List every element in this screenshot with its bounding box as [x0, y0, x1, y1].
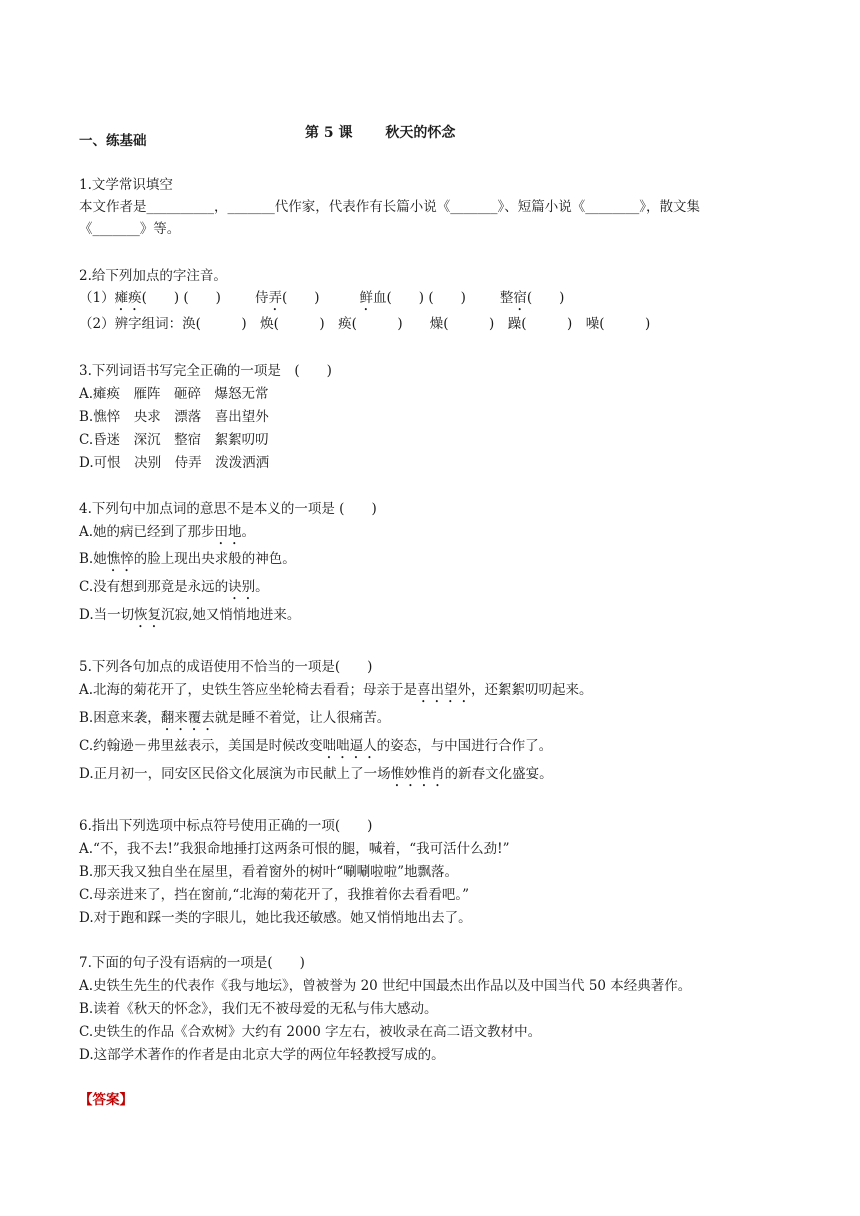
q2-word-2b: 弄 — [268, 290, 282, 306]
q6-option-d: D.对于跑和踩一类的字眼儿，她比我还敏感。她又悄悄地出去了。 — [79, 910, 472, 926]
q5-option-c: C.约翰逊－弗里兹表示，美国是时候改变咄咄逼人的姿态，与中国进行合作了。 — [79, 738, 553, 754]
q3-option-b: B.憔悴 央求 漂落 喜出望外 — [79, 409, 269, 425]
q7-option-a: A.史铁生先生的代表作《我与地坛》，曾被誉为 20 世纪中国最杰出作品以及中国当代 50 本经典著作。 — [79, 978, 692, 994]
q5-heading: 5.下列各句加点的成语使用不恰当的一项是( ) — [79, 659, 373, 675]
q1-line2: 《_______》等。 — [79, 221, 181, 237]
q3-option-d: D.可恨 决别 侍弄 泼泼洒洒 — [79, 455, 270, 471]
q2-row1-prefix: （1） — [79, 290, 115, 306]
q6-option-c: C.母亲进来了，挡在窗前,“北海的菊花开了，我推着你去看看吧。” — [79, 887, 469, 903]
q5-option-b: B.困意来袭，翻来覆去就是睡不着觉，让人很痛苦。 — [79, 710, 391, 726]
q3-option-c: C.昏迷 深沉 整宿 絮絮叨叨 — [79, 432, 269, 448]
q2-word-1: 瘫痪 — [114, 290, 142, 306]
q4-option-b: B.她憔悴的脸上现出央求般的神色。 — [79, 551, 296, 567]
answer-label: 【答案】 — [79, 1092, 133, 1108]
q6-heading: 6.指出下列选项中标点符号使用正确的一项( ) — [79, 818, 373, 834]
section-heading: 一、练基础 — [79, 133, 147, 149]
q3-option-a: A.瘫痪 雁阵 砸碎 爆怒无常 — [79, 386, 269, 402]
q7-heading: 7.下面的句子没有语病的一项是( ) — [79, 955, 305, 971]
q2-word-4a: 整 — [499, 290, 514, 306]
q2-word-3b: 血 — [373, 290, 387, 306]
q4-option-a: A.她的病已经到了那步田地。 — [79, 524, 256, 540]
q6-option-b: B.那天我又独自坐在屋里，看着窗外的树叶“唰唰啦啦”地飘落。 — [79, 864, 459, 880]
q4-option-d: D.当一切恢复沉寂,她又悄悄地进来。 — [79, 607, 301, 623]
q1-heading: 1.文学常识填空 — [79, 177, 173, 193]
q7-option-d: D.这部学术著作的作者是由北京大学的两位年轻教授写成的。 — [79, 1047, 445, 1063]
q2-blank-2: ( ) — [281, 290, 320, 306]
q5-option-d: D.正月初一，同安区民俗文化展演为市民献上了一场惟妙惟肖的新春文化盛宴。 — [79, 766, 553, 782]
q2-word-3a: 鲜 — [359, 290, 373, 306]
q6-option-a: A.“不，我不去!”我狠命地捶打这两条可恨的腿，喊着，“我可活什么劲!” — [79, 841, 510, 857]
q2-word-4b: 宿 — [513, 290, 527, 306]
q2-heading: 2.给下列加点的字注音。 — [79, 268, 227, 284]
q2-row2: （2）辨字组词：涣( ) 焕( ) 痪( ) 燥( ) 躁( ) 噪( ) — [79, 316, 651, 332]
q7-option-b: B.读着《秋天的怀念》，我们无不被母爱的无私与伟大感动。 — [79, 1001, 438, 1017]
lesson-title-text: 第 5 课 秋天的怀念 — [305, 125, 456, 141]
q2-row1 — [79, 289, 564, 314]
q4-heading: 4.下列句中加点词的意思不是本义的一项是 ( ) — [79, 501, 377, 517]
q7-option-c: C.史铁生的作品《合欢树》大约有 2000 字左右，被收录在高二语文教材中。 — [79, 1024, 542, 1040]
q5-option-a: A.北海的菊花开了，史铁生答应坐轮椅去看看；母亲于是喜出望外，还絮絮叨叨起来。 — [79, 682, 593, 698]
q2-blank-4: ( ) — [526, 290, 565, 306]
q1-line1: 本文作者是__________，_______代作家，代表作有长篇小说《_______》、短篇小说《________》，散文集 — [79, 199, 700, 215]
q4-option-c: C.没有想到那竟是永远的诀别。 — [79, 579, 269, 595]
q3-heading: 3.下列词语书写完全正确的一项是 ( ) — [79, 363, 332, 379]
q2-word-2a: 侍 — [254, 290, 269, 306]
q2-blank-3: ( ) ( ) — [386, 290, 466, 306]
q2-blank-1: ( ) ( ) — [141, 290, 221, 306]
